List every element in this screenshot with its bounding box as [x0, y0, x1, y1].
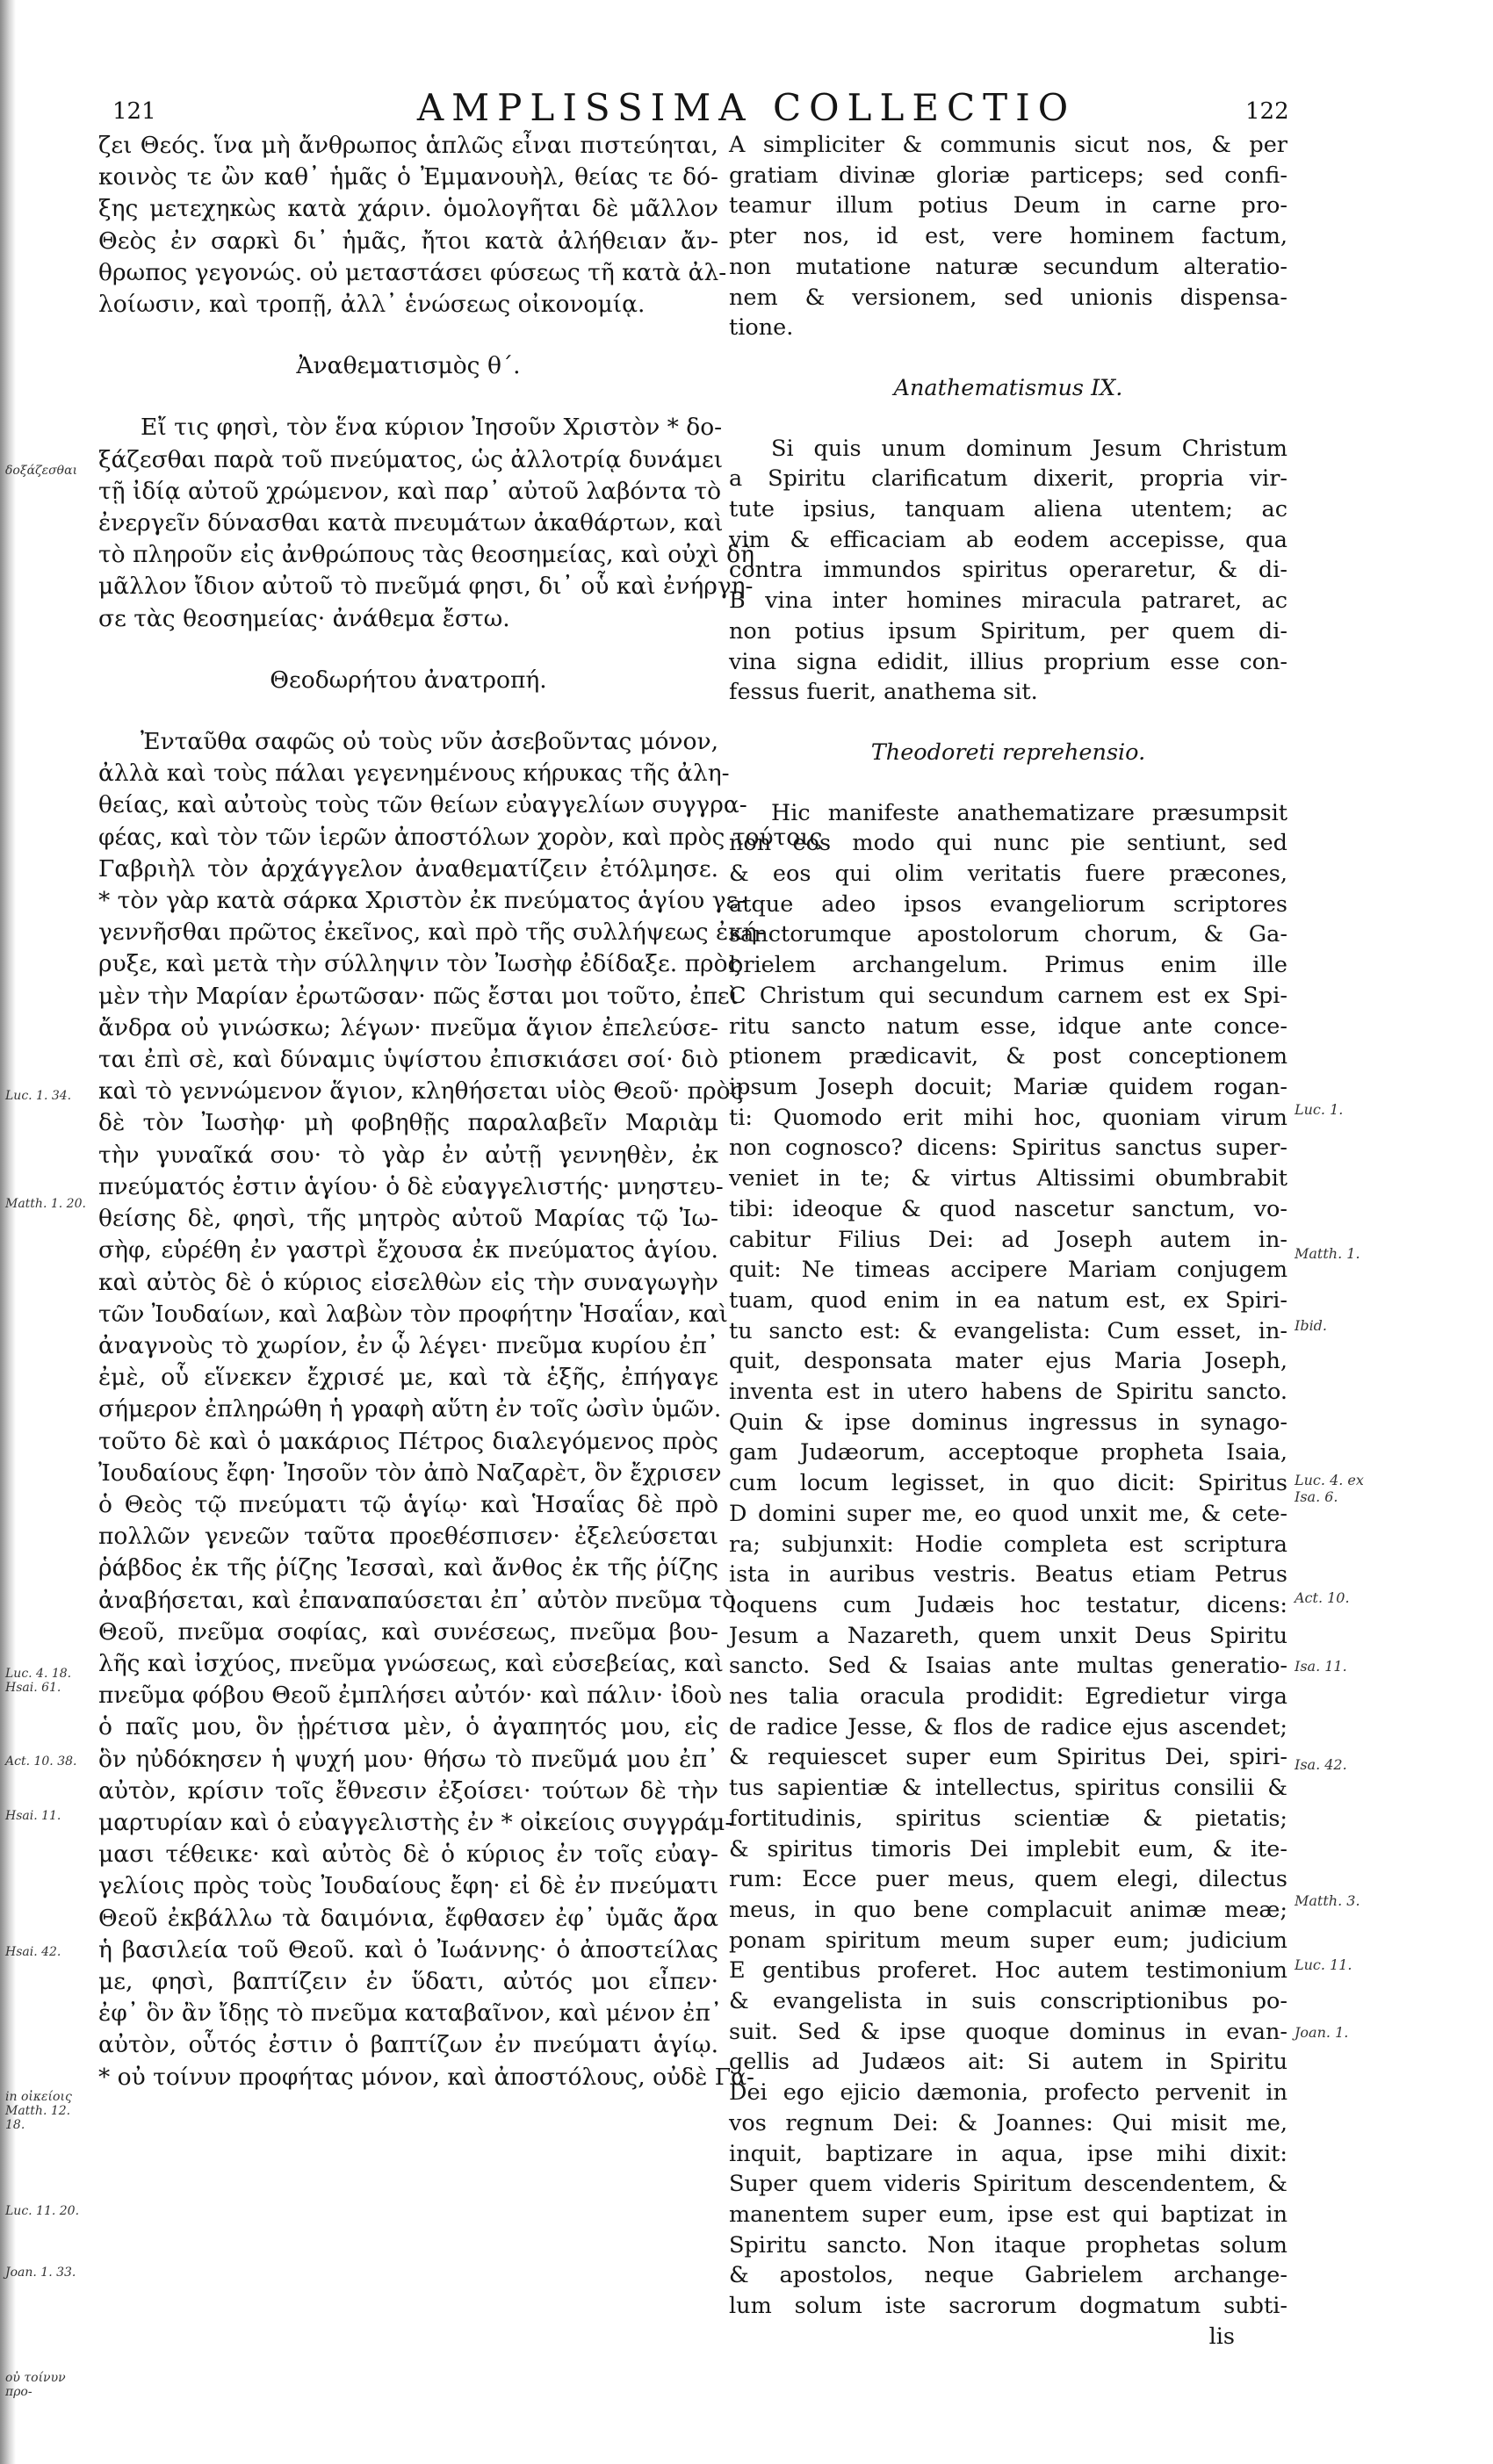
text-line: tuam, quod enim in ea natum est, ex Spiri-	[729, 1286, 1287, 1314]
text-line: θρωπος γεγονώς. οὐ μεταστάσει φύσεως τῆ κατὰ ἀλ-	[98, 258, 727, 286]
right-margin-note: Ibid.	[1295, 1317, 1328, 1334]
text-line: loquens cum Judæis hoc testatur, dicens:	[729, 1591, 1287, 1618]
text-line: ἀλλὰ καὶ τοὺς πάλαι γεγενημένους κήρυκας τῆς ἀλη-	[98, 760, 730, 788]
right-margin-note: Matth. 1.	[1295, 1245, 1360, 1262]
text-line: atque adeo ipsos evangeliorum scriptores	[729, 890, 1287, 918]
text-line: Dei ego ejicio dæmonia, profecto pervenit in	[729, 2079, 1287, 2107]
left-margin-note: Hsai. 11.	[5, 1809, 61, 1823]
text-line: ξάζεσθαι παρὰ τοῦ πνεύματος, ὡς ἀλλοτρίᾳ δυνάμει	[98, 445, 724, 473]
text-line: πολλῶν γενεῶν ταῦτα προεθέσπισεν· ἐξελεύσεται	[98, 1523, 718, 1551]
left-margin-note: Luc. 4. 18. Hsai. 61.	[5, 1667, 72, 1695]
text-line: θείσης δὲ, φησὶ, τῆς μητρὸς αὐτοῦ Μαρίας τῷ Ἰω-	[98, 1205, 718, 1233]
text-line: ista in auribus vestris. Beatus etiam Petrus	[729, 1561, 1287, 1589]
text-line: non eos modo qui nunc pie sentiunt, sed	[729, 830, 1287, 857]
text-line: ἡ βασιλεία τοῦ Θεοῦ. καὶ ὁ Ἰωάννης· ὁ ἀποστείλας	[98, 1935, 718, 1963]
text-line: contra immundos spiritus operaretur, & di-	[729, 557, 1287, 584]
text-line: Si quis unum dominum Jesum Christum	[771, 435, 1287, 462]
text-line: ra; subjunxit: Hodie completa est scriptura	[729, 1531, 1287, 1558]
text-line: γεννῆσθαι πρῶτος ἐκεῖνος, καὶ πρὸ τῆς συλλήψεως ἐκή-	[98, 919, 765, 947]
right-margin-note: Joan. 1.	[1295, 2024, 1349, 2041]
text-line: tute ipsius, tanquam aliena utentem; ac	[729, 496, 1287, 523]
text-line: gam Judæorum, acceptoque propheta Isaia,	[729, 1439, 1287, 1466]
latin-refutation-heading: Theodoreti reprehensio.	[870, 738, 1146, 766]
text-line: ἄνδρα οὐ γινώσκω; λέγων· πνεῦμα ἅγιον ἐπελεύσε-	[98, 1013, 718, 1041]
left-margin-note: Act. 10. 38.	[5, 1754, 77, 1769]
text-line: inquit, baptizare in aqua, ipse mihi dixit:	[729, 2140, 1287, 2167]
greek-block-2	[98, 412, 754, 634]
right-margin-note: Isa. 42.	[1295, 1756, 1347, 1773]
text-line: τὴν γυναῖκά σου· τὸ γὰρ ἐν αὐτῇ γεννηθὲν, ἐκ	[98, 1141, 718, 1169]
text-line: C Christum qui secundum carnem est ex Spi-	[729, 982, 1287, 1009]
left-margin-note: Luc. 1. 34.	[5, 1089, 72, 1103]
text-line: ponam spiritum meum super eum; judicium	[729, 1927, 1287, 1954]
text-line: Quin & ipse dominus ingressus in synago-	[729, 1409, 1287, 1436]
text-line: & apostolos, neque Gabrielem archange-	[729, 2262, 1287, 2289]
text-line: nes talia oracula prodidit: Egredietur virga	[729, 1683, 1287, 1711]
text-line: * τὸν γὰρ κατὰ σάρκα Χριστὸν ἐκ πνεύματος ἁγίου γε-	[98, 887, 746, 915]
text-line: E gentibus proferet. Hoc autem testimonium	[729, 1957, 1287, 1985]
right-margin-note: Isa. 11.	[1295, 1658, 1347, 1675]
text-line: Super quem videris Spiritum descendentem, &	[729, 2171, 1287, 2198]
text-line: ἐφ᾽ ὃν ἂν ἴδῃς τὸ πνεῦμα καταβαῖνον, καὶ μένον ἐπ᾽	[98, 1999, 723, 2028]
text-line: αὐτὸν, οὗτός ἐστιν ὁ βαπτίζων ἐν πνεύματι ἁγίῳ.	[98, 2031, 718, 2059]
text-line: ἐνεργεῖν δύνασθαι κατὰ πνευμάτων ἀκαθάρτων, καὶ	[98, 509, 724, 537]
left-margin-note: Joan. 1. 33.	[5, 2266, 76, 2280]
text-line: ὃν ηὐδόκησεν ἡ ψυχή μου· θήσω τὸ πνεῦμά μου ἐπ᾽	[98, 1745, 718, 1773]
text-line: ὁ παῖς μου, ὃν ᾑρέτισα μὲν, ὁ ἀγαπητός μου, εἰς	[98, 1713, 718, 1741]
text-line: non potius ipsum Spiritum, per quem di-	[729, 617, 1287, 645]
right-margin-note: Act. 10.	[1295, 1589, 1350, 1606]
text-line: Spiritu sancto. Non itaque prophetas solum	[729, 2231, 1287, 2259]
text-line: Θεοῦ ἐκβάλλω τὰ δαιμόνια, ἔφθασεν ἐφ᾽ ὑμᾶς ἄρα	[98, 1904, 718, 1932]
text-line: κοινὸς τε ὢν καθ᾽ ἡμᾶς ὁ Ἐμμανουὴλ, θείας τε δό-	[98, 163, 718, 191]
text-line: δὲ τὸν Ἰωσὴφ· μὴ φοβηθῇς παραλαβεῖν Μαριὰμ	[98, 1109, 718, 1137]
greek-block-1	[98, 130, 727, 321]
text-line: τῇ ἰδίᾳ αὐτοῦ χρώμενον, καὶ παρ᾽ αὐτοῦ λαβόντα τὸ	[98, 477, 722, 505]
text-line: Θεοῦ, πνεῦμα σοφίας, καὶ συνέσεως, πνεῦμα βου-	[98, 1617, 718, 1646]
text-line: Jesum a Nazareth, quem unxit Deus Spiritu	[729, 1622, 1287, 1649]
text-line: ritu sancto natum esse, idque ante conce-	[729, 1012, 1287, 1040]
text-line: cabitur Filius Dei: ad Joseph autem in-	[729, 1226, 1287, 1253]
catchword: lis	[1208, 2323, 1235, 2350]
latin-block-2	[729, 434, 1287, 708]
right-margin-note: Luc. 4. ex Isa. 6.	[1295, 1472, 1364, 1505]
left-margin-note: in οἰκείοις Matth. 12. 18.	[5, 2090, 72, 2132]
text-line: τοῦτο δὲ καὶ ὁ μακάριος Πέτρος διαλεγόμενος πρὸς	[98, 1427, 718, 1455]
text-line: non cognosco? dicens: Spiritus sanctus super-	[729, 1135, 1287, 1162]
text-line: meus, in quo bene complacuit animæ meæ;	[729, 1896, 1287, 1923]
text-line: καὶ αὐτὸς δὲ ὁ κύριος εἰσελθὼν εἰς τὴν συναγωγὴν	[98, 1268, 718, 1296]
text-line: Γαβριὴλ τὸν ἀρχάγγελον ἀναθεματίζειν ἐτόλμησε.	[98, 854, 718, 883]
text-line: a Spiritu clarificatum dixerit, propria vir-	[729, 465, 1287, 493]
text-line: ζει Θεός. ἵνα μὴ ἄνθρωπος ἁπλῶς εἶναι πιστεύηται,	[98, 132, 718, 159]
text-line: σήμερον ἐπληρώθη ἡ γραφὴ αὕτη ἐν τοῖς ὠσὶν ὑμῶν.	[98, 1395, 722, 1423]
text-line: με, φησὶ, βαπτίζειν ἐν ὕδατι, αὐτός μοι εἶπεν·	[98, 1967, 718, 1995]
left-margin-note: Hsai. 42.	[5, 1945, 61, 1959]
left-margin-note: δοξάζεσθαι	[5, 464, 78, 478]
text-line: gratiam divinæ gloriæ particeps; sed confi-	[729, 162, 1287, 189]
text-line: Εἴ τις φησὶ, τὸν ἕνα κύριον Ἰησοῦν Χριστὸν * δο-	[141, 414, 723, 442]
latin-block-3	[729, 798, 1287, 2322]
text-line: pter nos, id est, vere hominem factum,	[729, 223, 1287, 250]
right-margin-note: Matth. 3.	[1295, 1892, 1360, 1909]
page-number-right: 122	[1245, 98, 1289, 125]
text-line: γελίοις πρὸς τοὺς Ἰουδαίους ἔφη· εἰ δὲ ἐν πνεύματι	[98, 1872, 718, 1900]
text-line: σὴφ, εὑρέθη ἐν γαστρὶ ἔχουσα ἐκ πνεύματος ἁγίου.	[98, 1236, 718, 1264]
text-line: nem & versionem, sed unionis dispensa-	[729, 284, 1287, 311]
text-line: quit: Ne timeas accipere Mariam conjugem	[729, 1257, 1287, 1284]
text-line: sanctorumque apostolorum chorum, & Ga-	[729, 921, 1287, 948]
right-margin-note: Luc. 11.	[1295, 1956, 1352, 1973]
text-line: σε τὰς θεοσημείας· ἀνάθεμα ἔστω.	[98, 604, 510, 632]
text-line: non mutatione naturæ secundum alteratio-	[729, 253, 1287, 280]
text-line: vim & efficaciam ab eodem accepisse, qua	[729, 526, 1287, 553]
text-line: Θεὸς ἐν σαρκὶ δι᾽ ἡμᾶς, ἤτοι κατὰ ἀλήθειαν ἄν-	[98, 227, 718, 255]
text-line: tus sapientiæ & intellectus, spiritus consilii &	[729, 1775, 1287, 1802]
text-line: Hic manifeste anathematizare præsumpsit	[771, 799, 1287, 826]
text-line: tibi: ideoque & quod nascetur sanctum, vo-	[729, 1195, 1287, 1222]
greek-anathematism-heading: Ἀναθεματισμὸς θ΄.	[296, 352, 521, 380]
text-line: ται ἐπὶ σὲ, καὶ δύναμις ὑψίστου ἐπισκιάσει σοί· διὸ	[98, 1046, 718, 1074]
text-line: A simpliciter & communis sicut nos, & per	[729, 132, 1287, 158]
text-line: vos regnum Dei: & Joannes: Qui misit me,	[729, 2109, 1287, 2136]
text-line: Ἐνταῦθα σαφῶς οὐ τοὺς νῦν ἀσεβοῦντας μόνον,	[141, 728, 718, 756]
text-line: μὲν τὴν Μαρίαν ἐρωτῶσαν· πῶς ἔσται μοι τοῦτο, ἐπεὶ	[98, 982, 739, 1010]
text-line: tu sancto est: & evangelista: Cum esset, in-	[729, 1317, 1287, 1344]
greek-block-3	[98, 726, 823, 2093]
text-line: λῆς καὶ ἰσχύος, πνεῦμα γνώσεως, καὶ εὐσεβείας, καὶ	[98, 1649, 724, 1677]
text-line: quit, desponsata mater ejus Maria Joseph,	[729, 1348, 1287, 1375]
text-line: μᾶλλον ἴδιον αὐτοῦ τὸ πνεῦμά φησι, δι᾽ οὗ καὶ ἐνήργη-	[98, 573, 754, 601]
text-line: ti: Quomodo erit mihi hoc, quoniam virum	[729, 1104, 1287, 1131]
text-line: vina signa edidit, illius proprium esse con-	[729, 648, 1287, 675]
text-line: * οὐ τοίνυν προφήτας μόνον, καὶ ἀποστόλους, οὐδὲ Γα-	[98, 2063, 755, 2091]
text-line: rum: Ecce puer meus, quem elegi, dilectus	[729, 1866, 1287, 1893]
text-line: teamur illum potius Deum in carne pro-	[729, 192, 1287, 220]
text-line: τῶν Ἰουδαίων, καὶ λαβὼν τὸν προφήτην Ἡσαΐαν, καὶ	[98, 1300, 728, 1328]
text-line: manentem super eum, ipse est qui baptizat in	[729, 2201, 1287, 2228]
text-line: ῥάβδος ἐκ τῆς ῥίζης Ἰεσσαὶ, καὶ ἄνθος ἐκ τῆς ῥίζης	[98, 1554, 718, 1582]
left-margin-note: Matth. 1. 20.	[5, 1197, 86, 1211]
text-line: ὁ Θεὸς τῷ πνεύματι τῷ ἁγίῳ· καὶ Ἡσαΐας δὲ πρὸ	[98, 1490, 718, 1518]
text-line: lum solum iste sacrorum dogmatum subti-	[729, 2293, 1287, 2320]
text-line: inventa est in utero habens de Spiritu sancto.	[729, 1379, 1287, 1406]
text-line: ipsum Joseph docuit; Mariæ quidem rogan-	[729, 1073, 1287, 1100]
text-line: D domini super me, eo quod unxit me, & cete-	[729, 1500, 1287, 1527]
text-line: ρυξε, καὶ μετὰ τὴν σύλληψιν τὸν Ἰωσὴφ ἐδίδαξε. πρὸς	[98, 950, 741, 978]
text-line: fortitudinis, spiritus scientiæ & pietatis;	[729, 1805, 1287, 1832]
text-line: λοίωσιν, καὶ τροπῇ, ἀλλ᾽ ἑνώσεως οἰκονομίᾳ.	[98, 291, 646, 319]
text-line: πνεύματός ἐστιν ἁγίου· ὁ δὲ εὐαγγελιστής· μνηστευ-	[98, 1172, 724, 1200]
latin-block-1	[729, 130, 1287, 343]
text-line: & eos qui olim veritatis fuere præcones,	[729, 861, 1287, 888]
latin-anathematism-heading: Anathematismus IX.	[893, 374, 1123, 401]
latin-column	[729, 130, 1287, 2352]
text-line: ξης μετεχηκὼς κατὰ χάριν. ὁμολογῆται δὲ μᾶλλον	[98, 195, 718, 223]
text-line: ἐμὲ, οὗ εἵνεκεν ἔχρισέ με, καὶ τὰ ἑξῆς, ἐπήγαγε	[98, 1364, 718, 1392]
text-line: veniet in te; & virtus Altissimi obumbrabit	[729, 1165, 1287, 1192]
left-margin-note: οὐ τοίνυν προ-	[5, 2371, 66, 2399]
text-line: αὐτὸν, κρίσιν τοῖς ἔθνεσιν ἐξοίσει· τούτων δὲ τὴν	[98, 1776, 718, 1805]
text-line: καὶ τὸ γεννώμενον ἅγιον, κληθήσεται υἱὸς Θεοῦ· πρὸς	[98, 1077, 744, 1106]
text-line: & evangelista in suis conscriptionibus po-	[729, 1988, 1287, 2015]
text-line: μασι τέθεικε· καὶ αὐτὸς δὲ ὁ κύριος ἐν τοῖς εὐαγ-	[98, 1841, 718, 1869]
text-line: sancto. Sed & Isaias ante multas generatio-	[729, 1653, 1287, 1680]
text-line: gellis ad Judæos ait: Si autem in Spiritu	[729, 2049, 1287, 2076]
text-line: θείας, καὶ αὐτοὺς τοὺς τῶν θείων εὐαγγελίων συγγρα-	[98, 791, 747, 819]
text-line: πνεῦμα φόβου Θεοῦ ἐμπλήσει αὐτόν· καὶ πάλιν· ἰδοὺ	[98, 1682, 723, 1710]
right-margin-note: Luc. 1.	[1295, 1101, 1344, 1118]
text-line: τὸ πληροῦν εἰς ἀνθρώπους τὰς θεοσημείας, καὶ οὐχὶ δὴ	[98, 541, 754, 569]
text-line: ptionem prædicavit, & post conceptionem	[729, 1043, 1287, 1070]
left-margin-note: Luc. 11. 20.	[5, 2204, 80, 2218]
greek-refutation-heading: Θεοδωρήτου ἀνατροπή.	[270, 666, 547, 694]
page-number-left: 121	[112, 98, 156, 125]
text-line: Ἰουδαίους ἔφη· Ἰησοῦν τὸν ἀπὸ Ναζαρὲτ, ὃν ἔχρισεν	[98, 1459, 722, 1487]
running-title: AMPLISSIMA COLLECTIO	[416, 86, 1077, 129]
text-line: B vina inter homines miracula patraret, ac	[729, 587, 1287, 615]
text-line: ἀναγνοὺς τὸ χωρίον, ἐν ᾧ λέγει· πνεῦμα κυρίου ἐπ᾽	[98, 1331, 718, 1359]
text-line: & requiescet super eum Spiritus Dei, spiri-	[729, 1744, 1287, 1771]
text-line: μαρτυρίαν καὶ ὁ εὐαγγελιστὴς ἐν * οἰκείοις συγγράμ-	[98, 1808, 733, 1836]
text-line: de radice Jesse, & flos de radice ejus ascendet;	[729, 1713, 1287, 1740]
text-line: cum locum legisset, in quo dicit: Spiritus	[729, 1470, 1287, 1497]
text-line: suit. Sed & ipse quoque dominus in evan-	[729, 2018, 1287, 2045]
text-line: & spiritus timoris Dei implebit eum, & ite-	[729, 1835, 1287, 1862]
text-line: fessus fuerit, anathema sit.	[729, 679, 1038, 706]
text-line: ἀναβήσεται, καὶ ἐπαναπαύσεται ἐπ᾽ αὐτὸν πνεῦμα τὸ	[98, 1586, 737, 1614]
text-line: φέας, καὶ τὸν τῶν ἱερῶν ἀποστόλων χορὸν, καὶ πρὸς τούτοις	[98, 823, 823, 851]
text-line: brielem archangelum. Primus enim ille	[729, 952, 1287, 979]
text-line: tione.	[729, 314, 794, 342]
